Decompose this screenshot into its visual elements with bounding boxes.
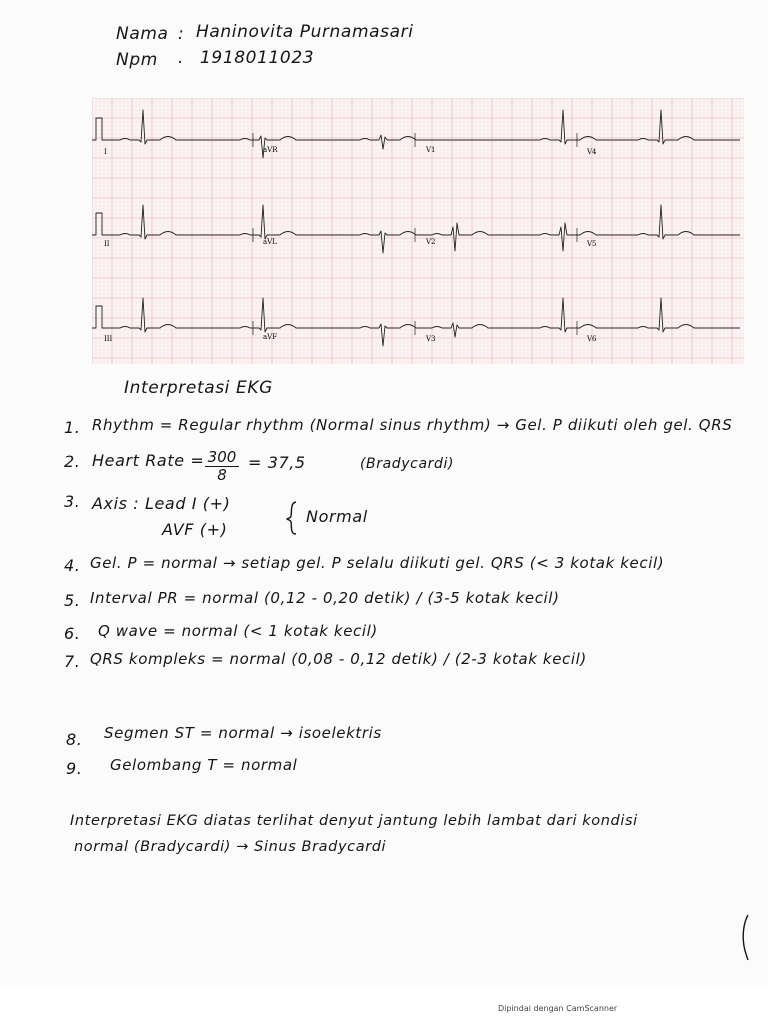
ecg-strip <box>92 98 744 364</box>
student-name: Haninovita Purnamasari <box>196 22 414 42</box>
npm-label: Npm <box>116 50 158 70</box>
heart-rate-denominator: 8 <box>217 466 227 484</box>
lead-label-V2: V2 <box>426 238 436 246</box>
axis-result: Normal <box>306 507 368 526</box>
item-number-2: 2. <box>64 452 81 471</box>
lead-label-aVR: aVR <box>263 146 278 154</box>
pen-mark <box>736 912 754 962</box>
item-number-3: 3. <box>64 492 81 511</box>
item-number-5: 5. <box>64 591 81 610</box>
item-text-4: Gel. P = normal → setiap gel. P selalu diikuti gel. QRS (< 3 kotak kecil) <box>90 554 665 572</box>
item-text-5: Interval PR = normal (0,12 - 0,20 detik) / (3-5 kotak kecil) <box>90 589 560 607</box>
item-text-7: QRS kompleks = normal (0,08 - 0,12 detik) / (2-3 kotak kecil) <box>90 650 587 668</box>
npm-separator: . <box>178 48 185 68</box>
lead-label-V3: V3 <box>426 335 436 343</box>
scanner-watermark: Dipindai dengan CamScanner <box>498 1004 618 1013</box>
item-text-6: Q wave = normal (< 1 kotak kecil) <box>98 622 378 640</box>
item-number-8: 8. <box>66 730 83 749</box>
lead-label-V4: V4 <box>587 148 597 156</box>
interpretation-title: Interpretasi EKG <box>124 378 273 398</box>
lead-label-V5: V5 <box>587 240 597 248</box>
lead-label-III: III <box>104 335 113 343</box>
name-label: Nama <box>116 24 169 44</box>
footer-band <box>0 985 768 1024</box>
item-number-1: 1. <box>64 418 81 437</box>
item-text-8: Segmen ST = normal → isoelektris <box>104 724 382 742</box>
conclusion-line-1: Interpretasi EKG diatas terlihat denyut jantung lebih lambat dari kondisi <box>70 813 638 829</box>
lead-label-I: I <box>104 148 107 156</box>
lead-label-II: II <box>104 240 110 248</box>
conclusion-line-2: normal (Bradycardi) → Sinus Bradycardi <box>74 839 387 855</box>
item-text-9: Gelombang T = normal <box>110 756 298 774</box>
heart-rate-numerator: 300 <box>205 449 239 467</box>
item-text-1: Rhythm = Regular rhythm (Normal sinus rhythm) → Gel. P diikuti oleh gel. QRS <box>92 416 733 434</box>
heart-rate-note: (Bradycardi) <box>360 456 455 472</box>
heart-rate-fraction <box>205 449 239 484</box>
axis-lead-i: Axis : Lead I (+) <box>92 494 231 513</box>
axis-brace-icon <box>284 500 304 536</box>
item-number-4: 4. <box>64 556 81 575</box>
item-number-9: 9. <box>66 759 83 778</box>
lead-label-V1: V1 <box>426 146 436 154</box>
lead-label-aVL: aVL <box>263 238 277 246</box>
heart-rate-result: = 37,5 <box>248 453 306 472</box>
axis-avf: AVF (+) <box>162 520 228 539</box>
name-separator: : <box>178 24 185 44</box>
lead-label-V6: V6 <box>587 335 597 343</box>
heart-rate-label: Heart Rate = <box>92 451 205 470</box>
lead-label-aVF: aVF <box>263 333 278 341</box>
student-npm: 1918011023 <box>200 48 315 68</box>
item-number-7: 7. <box>64 652 81 671</box>
item-number-6: 6. <box>64 624 81 643</box>
